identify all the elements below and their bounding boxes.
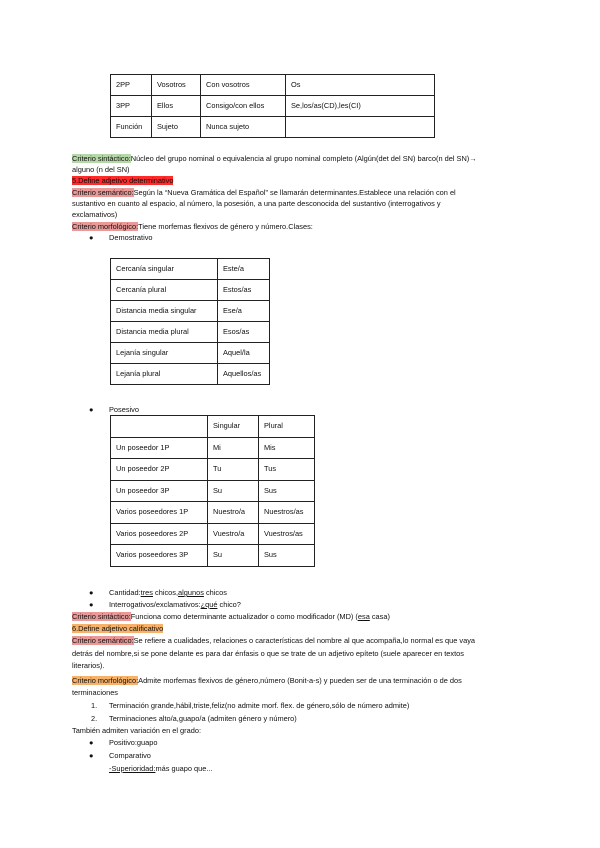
table-row [111, 459, 315, 481]
ol-item-2: Terminaciones alto/a,guapo/a (admiten género y número) [109, 714, 297, 723]
grado-item-1: Positivo:guapo [109, 738, 158, 747]
ol-item-1: Terminación grande,hábil,triste,feliz(no admite morf. flex. de género,sólo de número admite) [109, 701, 410, 710]
bullet-dot: ● [89, 600, 94, 609]
demonstrative-table [110, 258, 270, 385]
table-row [111, 437, 315, 459]
semantic2-text: Se refiere a cualidades, relaciones o características del nombre al que acompaña,lo normal es que vaya [133, 636, 476, 645]
possessive-table [110, 415, 315, 567]
heading-5-text: 5.Define adjetivo determinativo [72, 176, 174, 185]
table-cell: Estos/as [218, 280, 270, 301]
table-cell: Ellos [152, 96, 201, 117]
table-cell: Varios poseedores 3P [111, 545, 208, 567]
bullet-dot: ● [89, 405, 94, 414]
table-cell: Un poseedor 1P [111, 437, 208, 459]
heading-5 [72, 176, 527, 186]
morphological-criterion-2 [72, 676, 527, 686]
table-row [111, 280, 270, 301]
table-cell: Tus [259, 459, 315, 481]
bullet-dot: ● [89, 751, 94, 760]
morph2-label: Criterio morfológico: [72, 676, 139, 685]
cantidad-u1: tres [140, 588, 153, 597]
semantic-criterion-2-line3 [72, 661, 527, 671]
morphological-criterion-1 [72, 222, 527, 232]
cantidad-mid: chicos, [152, 588, 179, 597]
syntactic-criterion-2 [72, 612, 527, 622]
cantidad-end: chicos [203, 588, 227, 597]
table-cell: Se,los/as(CD),les(CI) [286, 96, 435, 117]
table-cell: Un poseedor 2P [111, 459, 208, 481]
bullet-dot: ● [89, 588, 94, 597]
table-row [111, 480, 315, 502]
table-cell: Os [286, 75, 435, 96]
syntactic2-label: Criterio sintáctico: [72, 612, 131, 621]
table-cell: Varios poseedores 1P [111, 502, 208, 524]
table-cell: Varios poseedores 2P [111, 523, 208, 545]
morph-label: Criterio morfológico: [72, 222, 139, 231]
table-cell: Su [208, 545, 259, 567]
table-cell [111, 416, 208, 438]
table-cell: 3PP [111, 96, 152, 117]
table-cell: Consigo/con ellos [201, 96, 286, 117]
table-row [111, 364, 270, 385]
table-cell: Lejanía plural [111, 364, 218, 385]
morph2-text2: terminaciones [72, 688, 119, 697]
table-cell: Cercanía plural [111, 280, 218, 301]
table-cell: Este/a [218, 259, 270, 280]
semantic-criterion-1-line2 [72, 199, 527, 209]
ol-num-2: 2. [91, 714, 98, 723]
semantic-criterion-2 [72, 636, 527, 646]
semantic2-text3: literarios). [72, 661, 105, 670]
table-cell: Nunca sujeto [201, 117, 286, 138]
cantidad-u2: algunos [178, 588, 204, 597]
table-row [111, 523, 315, 545]
table-cell: Sujeto [152, 117, 201, 138]
table-cell: Plural [259, 416, 315, 438]
syntactic2-u1: esa [357, 612, 370, 621]
morphological-criterion-2-line2 [72, 688, 527, 698]
table-cell: Tu [208, 459, 259, 481]
table-cell: Aquellos/as [218, 364, 270, 385]
interrog-end: chico? [217, 600, 241, 609]
table-row [111, 259, 270, 280]
table-cell: Lejanía singular [111, 343, 218, 364]
cantidad-label: Cantidad: [109, 588, 141, 597]
table-cell: Vosotros [152, 75, 201, 96]
table-row [111, 545, 315, 567]
superioridad-item [109, 764, 213, 774]
table-row [111, 75, 435, 96]
demostrativo-label: Demostrativo [109, 233, 153, 242]
table-cell: Esos/as [218, 322, 270, 343]
table-cell: Distancia media singular [111, 301, 218, 322]
table-row [111, 343, 270, 364]
interrog-label: Interrogativos/exclamativos: [109, 600, 201, 609]
semantic-criterion-1-line3 [72, 210, 527, 220]
table-cell: Con vosotros [201, 75, 286, 96]
table-cell: Sus [259, 545, 315, 567]
table-cell: Distancia media plural [111, 322, 218, 343]
morph-text: Tiene morfemas flexivos de género y número.Clases: [138, 222, 313, 231]
superioridad-text: más guapo que... [155, 764, 213, 773]
table-cell: 2PP [111, 75, 152, 96]
bullet-dot: ● [89, 738, 94, 747]
heading-6-text: 6.Define adjetivo calificativo [72, 624, 164, 633]
syntactic-criterion-1-text2: alguno (n del SN) [72, 165, 130, 174]
table-row [111, 301, 270, 322]
bullet-dot: ● [89, 233, 94, 242]
table-row [111, 96, 435, 117]
syntactic2-text: Funciona como determinante actualizador o como modificador (MD) ( [130, 612, 358, 621]
syntactic-criterion-1-cont [72, 165, 527, 175]
table-cell: Un poseedor 3P [111, 480, 208, 502]
semantic-criterion-1 [72, 188, 527, 198]
table-row [111, 117, 435, 138]
table-cell: Sus [259, 480, 315, 502]
table-row [111, 502, 315, 524]
semantic-text: Según la “Nueva Gramática del Español” se llamarán determinantes.Establece una relación con el [133, 188, 456, 197]
grado-text: También admiten variación en el grado: [72, 726, 201, 735]
semantic-text2: sustantivo en cuanto al espacio, al número, la posesión, a una parte desconocida del sustantivo (interrogativos y [72, 199, 441, 208]
ol-num-1: 1. [91, 701, 98, 710]
semantic-label: Criterio semántico: [72, 188, 134, 197]
semantic-text3: exclamativos) [72, 210, 118, 219]
table-cell: Función [111, 117, 152, 138]
pronouns-table [110, 74, 435, 138]
semantic2-text2: detrás del nombre,si se pone delante es para dar énfasis o que se trate de un adjetivo epíteto (suele aparecer en textos [72, 649, 464, 658]
table-cell [286, 117, 435, 138]
cantidad-item [109, 588, 227, 598]
table-cell: Aquel/la [218, 343, 270, 364]
semantic-criterion-2-line2 [72, 649, 527, 659]
interrog-u1: ¿qué [200, 600, 218, 609]
grado-item-2: Comparativo [109, 751, 151, 760]
table-row [111, 416, 315, 438]
table-cell: Singular [208, 416, 259, 438]
table-cell: Nuestro/a [208, 502, 259, 524]
table-row [111, 322, 270, 343]
syntactic-criterion-1: Criterio sintáctico:Núcleo del grupo nominal o equivalencia al grupo nominal completo (Algún(det del SN) barco(n del SN)→ [72, 154, 477, 163]
table-cell: Mi [208, 437, 259, 459]
table-cell: Vuestro/a [208, 523, 259, 545]
syntactic2-end: casa) [369, 612, 390, 621]
interrog-item [109, 600, 241, 610]
table-cell: Vuestros/as [259, 523, 315, 545]
superioridad-label: -Superioridad: [109, 764, 156, 773]
posesivo-label: Posesivo [109, 405, 139, 414]
morph2-text: Admite morfemas flexivos de género,número (Bonit-a-s) y pueden ser de una terminación o de dos [138, 676, 462, 685]
semantic2-label: Criterio semántico: [72, 636, 134, 645]
heading-6 [72, 624, 527, 634]
table-cell: Ese/a [218, 301, 270, 322]
table-cell: Mis [259, 437, 315, 459]
table-cell: Su [208, 480, 259, 502]
table-cell: Cercanía singular [111, 259, 218, 280]
table-cell: Nuestros/as [259, 502, 315, 524]
